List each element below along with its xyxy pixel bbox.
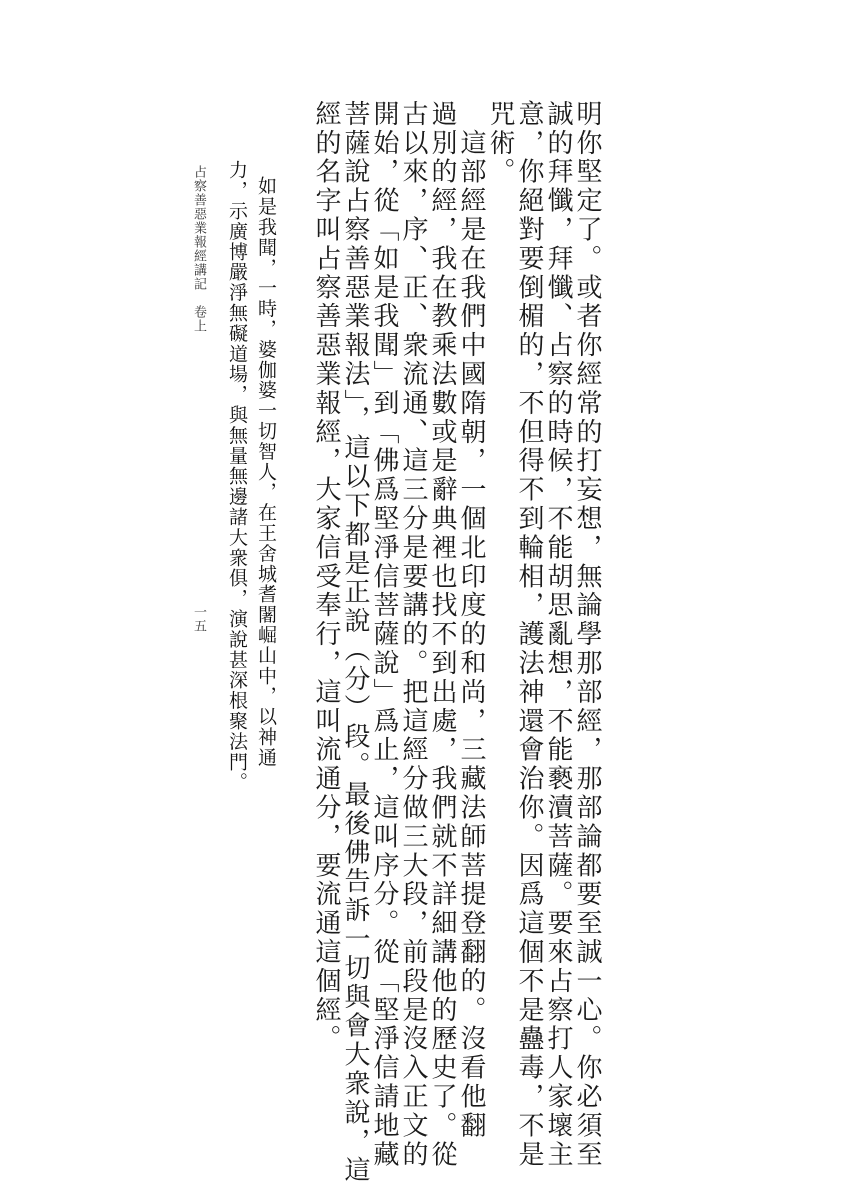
- page-number: 一五: [191, 605, 206, 633]
- prose-column-4: 咒術。: [485, 100, 515, 187]
- prose-column-6: 過別的經，我在教乘法數或是辭典裡也找不到出處，我們就不詳細講他的歷史了。從: [427, 100, 457, 1170]
- prose-column-9: 菩薩說占察善惡業報法」，這以下都是正說（分）段。最後佛告訴一切與會大衆說，這: [340, 100, 370, 1185]
- sutra-column-2: 力，示廣博嚴淨無礙道場，與無量無邊諸大衆俱，演說甚深根聚法門。: [226, 160, 248, 793]
- prose-column-3: 意，你絕對要倒楣的，不但得不到輪相，護法神還會治你。因爲這個不是蠱毒，不是: [514, 100, 544, 1170]
- running-header-title: 占察善惡業報經講記 卷上: [191, 165, 206, 333]
- prose-column-5: 這部經是在我們中國隋朝，一個北印度的和尚，三藏法師菩提登翻的。沒看他翻: [456, 100, 486, 1141]
- sutra-column-1: 如是我聞，一時，婆伽婆一切智人，在王舍城耆闍崛山中，以神通: [255, 176, 277, 768]
- prose-column-1: 明你堅定了。或者你經常的打妄想，無論學那部經，那部論都要至誠一心。你必須至: [572, 100, 602, 1170]
- prose-column-2: 誠的拜懺，拜懺、占察的時候，不能胡思亂想，不能褻瀆菩薩。要來占察打人家壞主: [543, 100, 573, 1170]
- prose-column-10: 經的名字叫占察善惡業報經，大家信受奉行，這叫流通分，要流通這個經。: [311, 100, 341, 1054]
- prose-column-8: 開始，從「如是我聞」到「佛爲堅淨信菩薩說」爲止，這叫序分。從「堅淨信請地藏: [369, 100, 399, 1170]
- prose-column-7: 古以來，序、正、衆流通、這三分是要講的。把這經分做三大段，前段是沒入正文的: [398, 100, 428, 1170]
